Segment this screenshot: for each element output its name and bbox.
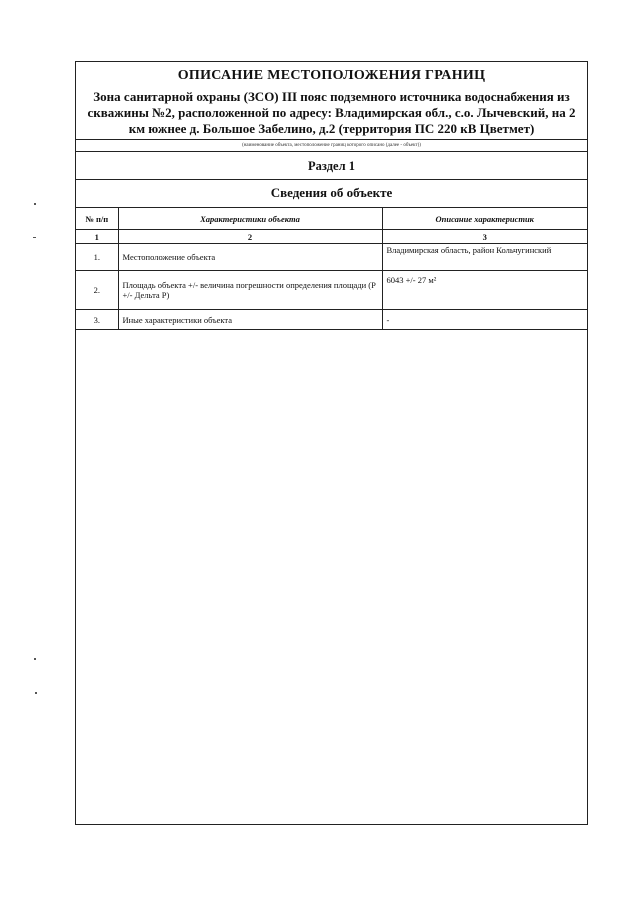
column-number: 1 — [76, 230, 118, 244]
column-header-description: Описание характеристик — [382, 208, 587, 230]
section-heading: Сведения об объекте — [76, 180, 587, 208]
row-characteristic: Иные характеристики объекта — [118, 310, 382, 330]
row-number: 1. — [76, 244, 118, 271]
column-number: 2 — [118, 230, 382, 244]
row-number: 2. — [76, 271, 118, 310]
column-header-number: № п/п — [76, 208, 118, 230]
scan-speck — [34, 203, 36, 205]
column-header-characteristic: Характеристики объекта — [118, 208, 382, 230]
row-description: - — [382, 310, 587, 330]
row-description: 6043 +/- 27 м² — [382, 271, 587, 310]
scan-speck — [34, 658, 36, 660]
table-row — [76, 310, 587, 330]
column-number: 3 — [382, 230, 587, 244]
table-row — [76, 244, 587, 271]
section-label: Раздел 1 — [76, 152, 587, 180]
row-number: 3. — [76, 310, 118, 330]
title-block — [76, 62, 587, 140]
document-frame — [75, 61, 588, 825]
object-table — [76, 208, 587, 330]
scan-speck — [35, 692, 37, 694]
row-description: Владимирская область, район Кольчугинский — [382, 244, 587, 271]
table-row — [76, 271, 587, 310]
object-caption: (наименование объекта, местоположение границ которого описано (далее - объект)) — [76, 140, 587, 152]
document-title: ОПИСАНИЕ МЕСТОПОЛОЖЕНИЯ ГРАНИЦ — [177, 68, 486, 83]
column-number-row — [76, 230, 587, 244]
row-characteristic: Местоположение объекта — [118, 244, 382, 271]
scan-speck — [33, 237, 36, 238]
row-characteristic: Площадь объекта +/- величина погрешности определения площади (Р +/- Дельта Р) — [118, 271, 382, 310]
object-name: Зона санитарной охраны (ЗСО) III пояс подземного источника водоснабжения из скважины №2, расположенной по адресу: Владимирская обл., с.о. Лычевский, на 2 км южнее д. Большое Забелино, д.2 (территория ПС 220 кВ Цветмет) — [87, 89, 576, 136]
table-header-row — [76, 208, 587, 230]
